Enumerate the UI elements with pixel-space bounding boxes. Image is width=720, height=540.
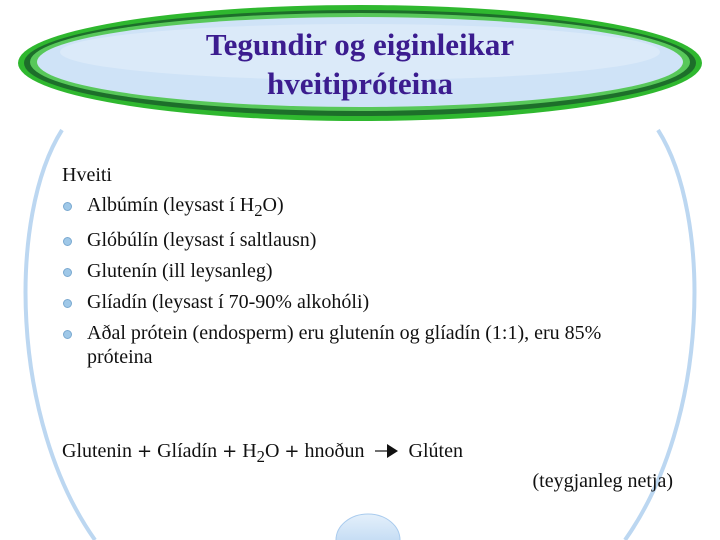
section-heading: Hveiti	[62, 164, 112, 186]
bottom-ornament	[336, 514, 400, 540]
bullet-text-end: O)	[262, 194, 284, 216]
bullet-text: Albúmín (leysast í H	[87, 194, 255, 216]
bullet-dot-icon	[63, 237, 72, 246]
bullet-list	[62, 193, 662, 376]
bullet-dot-icon	[63, 268, 72, 277]
implies-arrow-icon	[374, 442, 400, 466]
bullet-text: Glíadín (leysast í 70-90% alkohóli)	[87, 291, 370, 313]
list-item	[62, 321, 662, 369]
plus-sign: +	[222, 441, 238, 462]
equation-term-water: $H_2O$	[242, 440, 280, 466]
bullet-text: Aðal prótein (endosperm) eru glutenín og glíadín (1:1), eru 85% próteina	[87, 322, 602, 368]
equation-note: (teygjanleg netja)	[532, 470, 673, 492]
title-line-2: hveitipróteina	[267, 65, 453, 101]
list-item	[62, 193, 662, 221]
plus-sign: +	[137, 441, 153, 462]
slide-title	[60, 26, 660, 104]
bullet-dot-icon	[63, 202, 72, 211]
equation-result-gluten: Glúten	[408, 440, 463, 462]
plus-sign: +	[284, 441, 300, 462]
list-item	[62, 259, 662, 283]
list-item	[62, 228, 662, 252]
equation-term-kneading: hnoðun	[304, 440, 365, 462]
subscript-2: 2	[254, 201, 263, 220]
equation-term-glutenin: Glutenin	[62, 440, 132, 462]
equation-term-gliadin: Glíadín	[157, 440, 218, 462]
bullet-dot-icon	[63, 330, 72, 339]
bullet-text: Glutenín (ill leysanleg)	[87, 260, 273, 282]
list-item	[62, 290, 662, 314]
bullet-dot-icon	[63, 299, 72, 308]
bullet-text: Glóbúlín (leysast í saltlausn)	[87, 229, 317, 251]
reaction-equation	[62, 440, 463, 467]
title-line-1: Tegundir og eiginleikar	[205, 27, 515, 62]
